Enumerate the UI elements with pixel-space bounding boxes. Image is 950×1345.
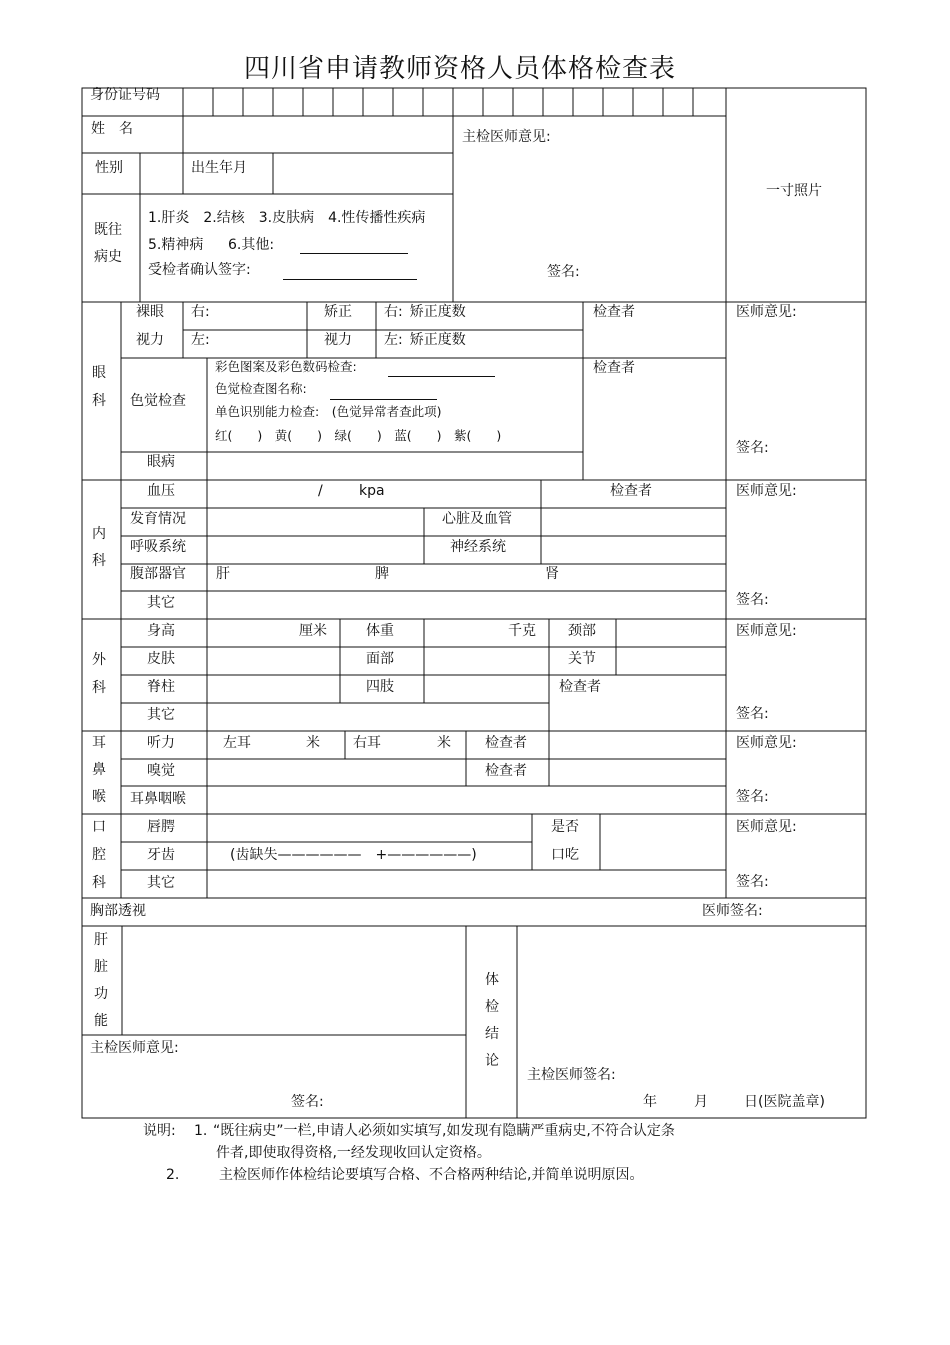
oral-dept-label-1: 口 [92,819,106,835]
color-test-line2: 色觉检查图名称: [215,381,307,396]
ent-dept-label-3: 喉 [92,789,106,805]
limbs-label: 四肢 [366,679,394,695]
photo-placeholder: 一寸照片 [766,183,822,199]
date-year: 年 [643,1094,657,1110]
color-test-line4: 红( ) 黄( ) 绿( ) 蓝( ) 紫( ) [215,428,502,443]
color-chart-name-line[interactable] [330,388,437,400]
left-ear-label: 左耳 [223,735,251,751]
oral-dept-label-3: 科 [92,875,106,891]
liver-function-label-3: 功 [94,986,108,1002]
note-1-line1: “既往病史”一栏,申请人必须如实填写,如发现有隐瞒严重病史,不符合认定条 [213,1123,675,1139]
face-label: 面部 [366,651,394,667]
color-test-result-line[interactable] [388,365,495,377]
ent-dept-label-2: 鼻 [92,762,106,778]
note-2-text: 主检医师作体检结论要填写合格、不合格两种结论,并简单说明原因。 [219,1167,644,1183]
weight-label: 体重 [366,623,394,639]
surgery-doctor-sign: 签名: [736,706,769,722]
eye-color-examiner: 检查者 [593,360,635,376]
history-options-line1: 1.肝炎 2.结核 3.皮肤病 4.性传播性疾病 [148,210,426,226]
stutter-label-1: 是否 [551,819,579,835]
right-ear-unit: 米 [437,735,451,751]
id-number-label: 身份证号码 [90,87,160,103]
smell-examiner: 检查者 [485,763,527,779]
eye-doctor-opinion: 医师意见: [736,304,797,320]
eye-dept-label-1: 眼 [92,365,106,381]
neck-label: 颈部 [568,623,596,639]
conclusion-label-3: 结 [485,1026,499,1042]
blood-pressure-label: 血压 [147,483,175,499]
chief-opinion-label: 主检医师意见: [462,129,551,145]
surgery-doctor-opinion: 医师意见: [736,623,797,639]
birth-date-label: 出生年月 [191,160,247,176]
ent-doctor-opinion: 医师意见: [736,735,797,751]
teeth-label: 牙齿 [147,847,175,863]
right-ear-label: 右耳 [353,735,381,751]
development-label: 发育情况 [130,511,186,527]
liver-label: 肝 [216,566,230,582]
blood-pressure-unit: kpa [359,483,385,499]
kidney-label: 肾 [545,566,559,582]
date-month: 月 [694,1094,708,1110]
internal-doctor-opinion: 医师意见: [736,483,797,499]
chief-sign-label: 签名: [547,264,580,280]
naked-vision-label-1: 裸眼 [136,304,164,320]
weight-unit: 千克 [508,623,536,639]
spleen-label: 脾 [375,566,389,582]
ent-doctor-sign: 签名: [736,789,769,805]
conclusion-label-2: 检 [485,999,499,1015]
joint-label: 关节 [568,651,596,667]
history-options-line2b: 6.其他: [228,237,275,253]
color-vision-label: 色觉检查 [130,393,186,409]
surgery-examiner: 检查者 [559,679,601,695]
smell-label: 嗅觉 [147,763,175,779]
bottom-chief-opinion: 主检医师意见: [90,1040,179,1056]
surgery-dept-label-1: 外 [92,652,106,668]
examinee-confirm-label: 受检者确认签字: [148,262,251,278]
internal-examiner: 检查者 [610,483,652,499]
bottom-chief-sign: 签名: [291,1094,324,1110]
oral-doctor-opinion: 医师意见: [736,819,797,835]
height-unit: 厘米 [299,623,327,639]
note-1-number: 1. [194,1123,208,1139]
medical-history-label-2: 病史 [94,249,122,265]
eye-dept-label-2: 科 [92,393,106,409]
internal-dept-label-2: 科 [92,553,106,569]
height-label: 身高 [147,623,175,639]
blood-pressure-slash: / [318,483,323,499]
corrected-vision-label-1: 矫正 [324,304,352,320]
hearing-examiner: 检查者 [485,735,527,751]
internal-other-label: 其它 [147,595,175,611]
stutter-label-2: 口吃 [551,847,579,863]
naked-right-label: 右: [191,304,210,320]
color-test-line1: 彩色图案及彩色数码检查: [215,359,357,374]
liver-function-label-2: 脏 [94,959,108,975]
abdomen-label: 腹部器官 [130,566,186,582]
nervous-label: 神经系统 [450,539,506,555]
corrected-vision-label-2: 视力 [324,332,352,348]
eye-disease-label: 眼病 [147,454,175,470]
teeth-missing-note: (齿缺失—————— +——————) [230,847,477,863]
color-test-line3: 单色识别能力检查: (色觉异常者查此项) [215,404,442,419]
spine-label: 脊柱 [147,679,175,695]
notes-label: 说明: [143,1123,176,1139]
naked-left-label: 左: [191,332,210,348]
other-disease-line[interactable] [300,242,408,254]
left-ear-unit: 米 [306,735,320,751]
conclusion-label-4: 论 [485,1053,499,1069]
liver-function-label-4: 能 [94,1013,108,1029]
corrected-left-label: 左: 矫正度数 [384,332,466,348]
ent-throat-label: 耳鼻咽喉 [130,791,186,807]
eye-doctor-sign: 签名: [736,440,769,456]
date-day-stamp: 日(医院盖章) [744,1094,825,1110]
chest-xray-label: 胸部透视 [90,903,146,919]
lip-palate-label: 唇腭 [147,819,175,835]
liver-function-label-1: 肝 [94,932,108,948]
note-2-number: 2. [166,1167,180,1183]
respiratory-label: 呼吸系统 [130,539,186,555]
oral-other-label: 其它 [147,875,175,891]
eye-vision-examiner: 检查者 [593,304,635,320]
chief-doctor-sign-label: 主检医师签名: [527,1067,616,1083]
surgery-dept-label-2: 科 [92,680,106,696]
naked-vision-label-2: 视力 [136,332,164,348]
name-label: 姓 名 [91,121,133,137]
note-1-line2: 件者,即使取得资格,一经发现收回认定资格。 [216,1145,491,1161]
surgery-other-label: 其它 [147,707,175,723]
oral-dept-label-2: 腔 [92,847,106,863]
chest-doctor-sign: 医师签名: [702,903,763,919]
page-title: 四川省申请教师资格人员体格检查表 [243,54,676,84]
heart-vessels-label: 心脏及血管 [442,511,512,527]
ent-dept-label-1: 耳 [92,735,106,751]
medical-history-label-1: 既往 [94,222,122,238]
history-options-line2a: 5.精神病 [148,237,204,253]
conclusion-label-1: 体 [485,972,499,988]
sex-label: 性别 [95,160,123,176]
hearing-label: 听力 [147,735,175,751]
corrected-right-label: 右: 矫正度数 [384,304,466,320]
oral-doctor-sign: 签名: [736,874,769,890]
internal-dept-label-1: 内 [92,526,106,542]
examinee-signature-line[interactable] [283,268,417,280]
internal-doctor-sign: 签名: [736,592,769,608]
skin-label: 皮肤 [147,651,175,667]
